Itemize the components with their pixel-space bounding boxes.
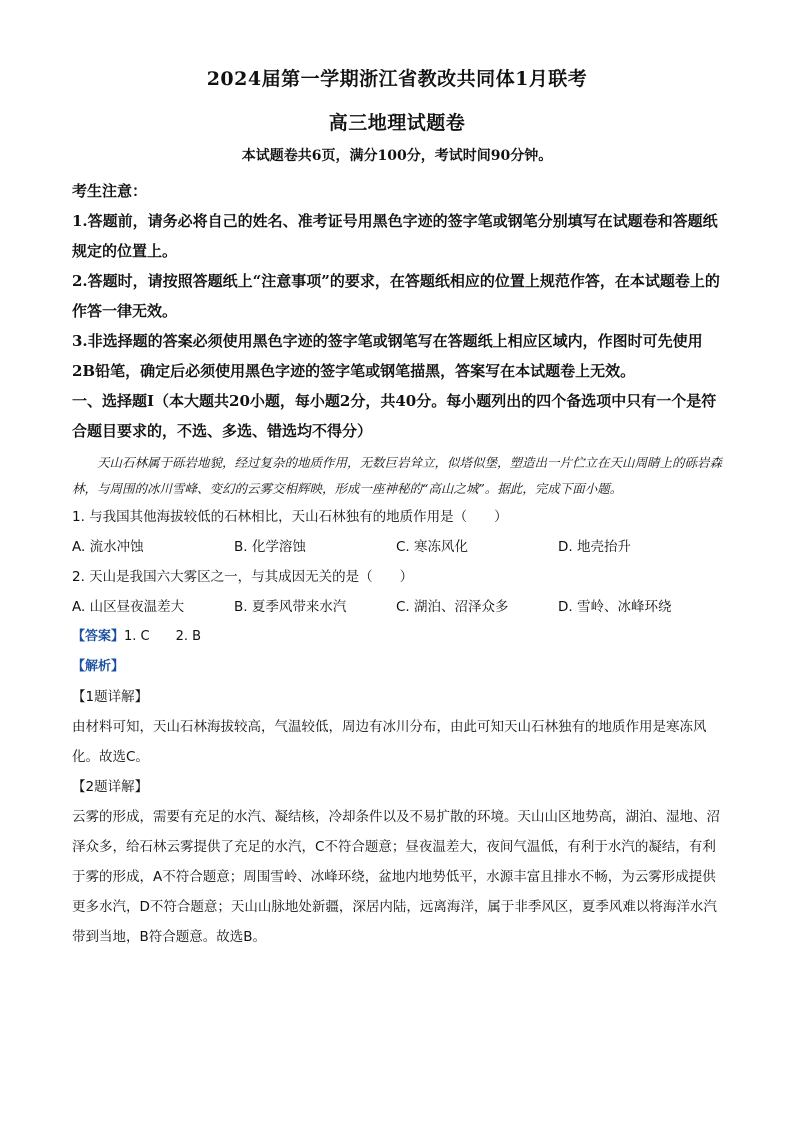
q1-option-d: D. 地壳抬升 (558, 539, 631, 555)
exam-subtitle: 高三地理试题卷 (328, 112, 466, 134)
question-1-stem: 1. 与我国其他海拔较低的石林相比，天山石林独有的地质作用是（ ） (72, 509, 508, 525)
question-2-options (72, 592, 722, 622)
reading-material: 天山石林属于砾岩地貌，经过复杂的地质作用，无数巨岩耸立，似塔似堡，塑造出一片伫立在天山周睛上的砾岩森林，与周围的冰川雪峰、变幻的云雾交相辉映，形成一座神秘的“高山之城”。据此，完成下面小题。 (72, 455, 723, 496)
answer-tag: 【答案】 (72, 629, 125, 644)
q1-option-c: C. 寒冻风化 (396, 539, 469, 555)
notice-item-1: 1.答题前，请务必将自己的姓名、准考证号用黑色字迹的签字笔或钢笔分别填写在试题卷和答题纸规定的位置上。 (72, 212, 718, 260)
exam-info: 本试题卷共6页，满分100分，考试时间90分钟。 (241, 148, 553, 164)
exam-title: 2024届第一学期浙江省教改共同体1月联考 (206, 68, 588, 90)
q1-option-b: B. 化学溶蚀 (234, 539, 306, 555)
notice-item-2: 2.答题时，请按照答题纸上“注意事项”的要求，在答题纸相应的位置上规范作答，在本试题卷上的作答一律无效。 (72, 272, 720, 320)
notice-item-3: 3.非选择题的答案必须使用黑色字迹的签字笔或钢笔写在答题纸上相应区域内，作图时可先使用2B铅笔，确定后必须使用黑色字迹的签字笔或钢笔描黑，答案写在本试题卷上无效。 (72, 332, 703, 380)
detail-1-heading: 【1题详解】 (72, 689, 149, 705)
detail-2-text: 云雾的形成，需要有充足的水汽、凝结核，冷却条件以及不易扩散的环境。天山山区地势高，湖泊、湿地、沼泽众多，给石林云雾提供了充足的水汽，C不符合题意；昼夜温差大，夜间气温低，有利于水汽的凝结，有利于雾的形成，A不符合题意；周围雪岭、冰峰环绕，盆地内地势低平，水源丰富且排水不畅，为云雾形成提供更多水汽，D不符合题意；天山山脉地处新疆，深居内陆，远离海洋，属于非季风区，夏季风难以将海洋水汽带到当地，B符合题意。故选B。 (72, 809, 720, 945)
notice-heading: 考生注意： (72, 182, 148, 200)
q2-option-c: C. 湖泊、沼泽众多 (396, 599, 509, 615)
question-2-stem: 2. 天山是我国六大雾区之一，与其成因无关的是（ ） (72, 569, 414, 585)
detail-1-text: 由材料可知，天山石林海拔较高，气温较低，周边有冰川分布，由此可知天山石林独有的地质作用是寒冻风化。故选C。 (72, 719, 707, 765)
q2-option-b: B. 夏季风带来水汽 (234, 599, 347, 615)
q2-option-d: D. 雪岭、冰峰环绕 (558, 599, 672, 615)
answer-2: 2. B (175, 629, 202, 644)
answer-1: 1. C (124, 629, 150, 644)
detail-2-heading: 【2题详解】 (72, 779, 149, 795)
question-1-options (72, 532, 722, 562)
q1-option-a: A. 流水冲蚀 (72, 539, 144, 555)
q2-option-a: A. 山区昼夜温差大 (72, 599, 185, 615)
analysis-row (72, 652, 722, 682)
analysis-tag: 【解析】 (72, 659, 125, 674)
answer-row (72, 622, 722, 652)
section-title: 一、选择题Ⅰ（本大题共20小题，每小题2分，共40分。每小题列出的四个备选项中只有一个是符合题目要求的，不选、多选、错选均不得分） (72, 392, 717, 440)
